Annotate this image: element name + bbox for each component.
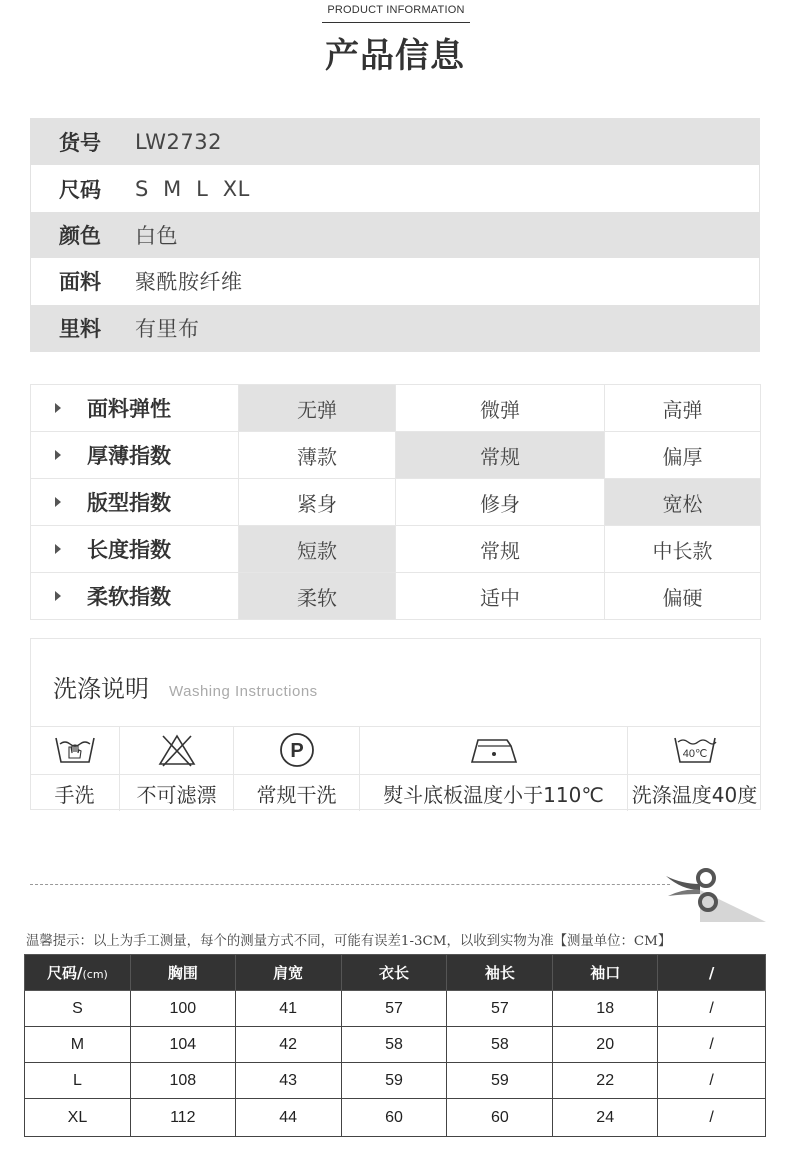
table-cell: 59 [341,1063,447,1099]
wash-item-wash-40 [628,727,761,811]
table-row [25,1063,766,1099]
iron-icon [469,734,519,766]
triangle-right-icon [55,450,61,460]
scissors-icon [660,862,768,924]
header-cell: 胸围 [130,955,235,991]
attribute-option-selected: 柔软 [239,573,396,620]
header-underline [322,22,470,23]
attribute-row [31,526,761,573]
wash-label: 常规干洗 [234,774,359,811]
attribute-option: 常规 [396,526,605,573]
wash-item-no-bleach [120,727,234,811]
attribute-option-selected: 短款 [239,526,396,573]
table-cell: 108 [130,1063,235,1099]
table-cell: / [658,1027,766,1063]
attribute-name: 面料弹性 [31,385,239,432]
svg-text:40℃: 40℃ [682,748,707,760]
table-cell: 57 [341,991,447,1027]
no-bleach-icon [157,733,197,767]
wash-40-icon [672,734,718,766]
table-cell: 24 [553,1099,658,1137]
header-cell: 衣长 [341,955,447,991]
triangle-right-icon [55,403,61,413]
attribute-option-selected: 常规 [396,432,605,479]
svg-text:P: P [289,740,304,762]
washing-title: 洗涤说明 [53,675,149,703]
wash-item-iron [360,727,628,811]
table-cell: 18 [553,991,658,1027]
table-row [25,1027,766,1063]
washing-title-en: Washing Instructions [169,683,318,700]
table-cell: 60 [447,1099,553,1137]
washing-instructions-panel [30,638,761,810]
table-cell: 57 [447,991,553,1027]
table-cell: 43 [235,1063,341,1099]
attribute-option: 适中 [396,573,605,620]
hand-wash-icon [53,734,97,766]
wash-label: 洗涤温度40度 [628,774,761,811]
table-cell: 41 [235,991,341,1027]
attribute-row [31,479,761,526]
header-cell: 袖口 [553,955,658,991]
attribute-option: 修身 [396,479,605,526]
wash-label: 手洗 [30,774,119,811]
table-row [25,1099,766,1137]
size-table [24,954,766,1137]
table-cell: / [658,1099,766,1137]
info-label: 颜色 [59,223,101,248]
size-table-header [25,955,766,991]
header-en-title: PRODUCT INFORMATION [327,4,465,16]
attribute-option-selected: 无弹 [239,385,396,432]
table-cell: 112 [130,1099,235,1137]
table-cell: M [25,1027,131,1063]
table-cell: XL [25,1099,131,1137]
table-cell: 42 [235,1027,341,1063]
attribute-option-selected: 宽松 [605,479,761,526]
header-cell-size: 尺码/(cm) [25,955,131,991]
attribute-row [31,573,761,620]
table-cell: / [658,1063,766,1099]
attribute-name: 长度指数 [31,526,239,573]
info-value: LW2732 [135,130,222,155]
triangle-right-icon [55,544,61,554]
page-title: 产品信息 [325,36,465,76]
table-cell: 22 [553,1063,658,1099]
table-cell: L [25,1063,131,1099]
wash-label: 不可滤漂 [120,774,233,811]
table-cell: 60 [341,1099,447,1137]
header-cell: / [658,955,766,991]
info-row-fabric [31,258,759,304]
header-cell: 袖长 [447,955,553,991]
table-cell: 59 [447,1063,553,1099]
attribute-row [31,432,761,479]
table-row [25,991,766,1027]
info-row-lining [31,305,759,351]
attribute-row [31,385,761,432]
dashed-cut-line [30,884,670,885]
measurement-note: 温馨提示：以上为手工测量，每个的测量方式不同，可能有误差1-3CM，以收到实物为准【测量单位：CM】 [26,934,672,949]
info-value: 聚酰胺纤维 [135,270,243,295]
table-cell: 104 [130,1027,235,1063]
info-label: 面料 [59,270,101,295]
info-row-color [31,212,759,258]
dry-clean-p-icon [279,732,315,768]
attribute-option: 高弹 [605,385,761,432]
attribute-option: 微弹 [396,385,605,432]
table-cell: 58 [447,1027,553,1063]
info-value: 有里布 [135,316,200,341]
wash-item-dry-clean [234,727,360,811]
attribute-option: 偏硬 [605,573,761,620]
info-row-item-no [31,119,759,165]
info-label: 里料 [59,316,101,341]
attribute-grid [30,384,761,620]
attribute-option: 偏厚 [605,432,761,479]
product-info-table [30,118,760,352]
table-cell: / [658,991,766,1027]
table-cell: 44 [235,1099,341,1137]
washing-grid [30,726,761,811]
attribute-option: 中长款 [605,526,761,573]
table-cell: 100 [130,991,235,1027]
triangle-right-icon [55,497,61,507]
table-cell: 58 [341,1027,447,1063]
info-row-size [31,165,759,211]
table-cell: 20 [553,1027,658,1063]
info-label: 尺码 [59,177,101,202]
triangle-right-icon [55,591,61,601]
header-cell: 肩宽 [235,955,341,991]
wash-item-hand-wash [30,727,120,811]
attribute-name: 厚薄指数 [31,432,239,479]
attribute-option: 薄款 [239,432,396,479]
info-label: 货号 [59,131,101,156]
attribute-name: 柔软指数 [31,573,239,620]
info-value: 白色 [135,223,178,248]
wash-label: 熨斗底板温度小于110℃ [360,774,627,811]
table-cell: S [25,991,131,1027]
info-value: S M L XL [135,176,250,201]
attribute-name: 版型指数 [31,479,239,526]
attribute-option: 紧身 [239,479,396,526]
